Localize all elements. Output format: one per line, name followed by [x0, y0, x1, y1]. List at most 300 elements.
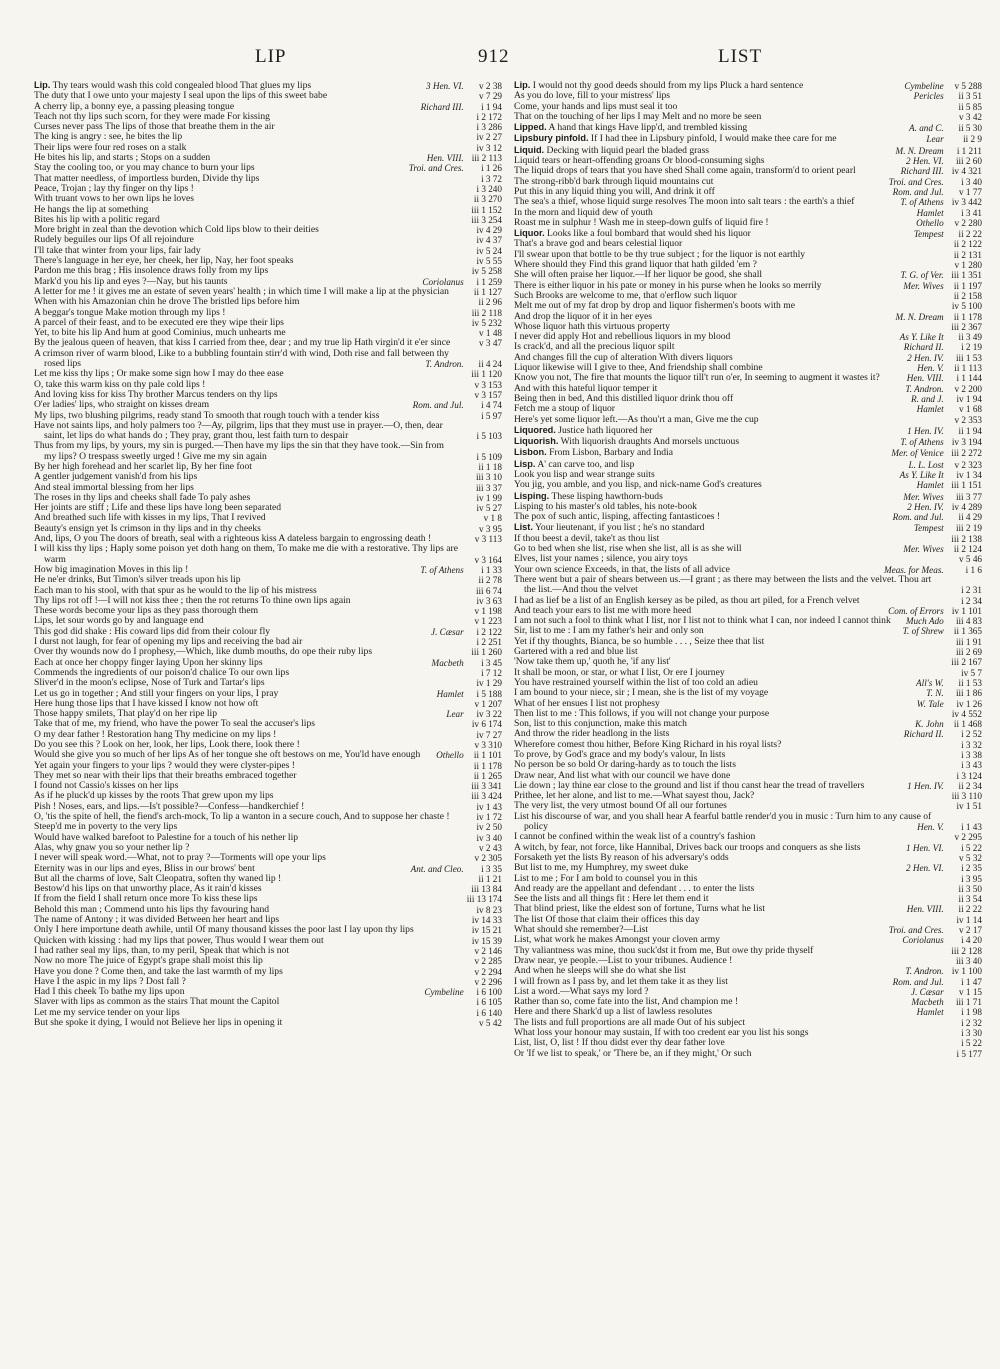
entry-quotation: Sliver'd in the moon's eclipse, Nose of Turk and Tartar's lips: [34, 677, 265, 689]
play-title: Richard II.: [903, 729, 944, 740]
entry-reference: [431, 627, 502, 637]
entry-reference: [896, 312, 982, 322]
entry-reference: [466, 328, 502, 338]
entry-reference: [946, 801, 982, 811]
act-scene-line: i 4 74: [481, 400, 502, 411]
entry-reference: [413, 400, 502, 410]
entry-quotation: With liquorish draughts And morsels unctuous: [560, 436, 740, 448]
entry-quotation: I'll swear upon that bottle to be thy true subject ; for the liquor is not earthly: [514, 248, 806, 260]
act-scene-line: ii 1 101: [473, 750, 502, 761]
entry-reference: [903, 544, 982, 554]
act-scene-line: i 3 41: [961, 207, 982, 218]
act-scene-line: i 2 32: [961, 1017, 982, 1028]
act-scene-line: iv 1 94: [956, 393, 982, 404]
entry-reference: [907, 502, 982, 512]
act-scene-line: iii 2 167: [951, 657, 982, 668]
act-scene-line: ii 1 94: [958, 425, 982, 436]
entry-reference: [466, 297, 502, 307]
play-title: Hamlet: [916, 404, 944, 415]
act-scene-line: i 5 109: [476, 451, 502, 462]
entry-reference: [466, 143, 502, 153]
play-title: All's W.: [916, 677, 944, 688]
entry-quotation: No person be so bold Or daring-hardy as to touch the lists: [514, 759, 736, 771]
act-scene-line: iii 1 152: [471, 204, 502, 215]
entry-quotation: A gentler judgement vanish'd from his lips: [34, 471, 198, 483]
entry-reference: [906, 616, 982, 626]
act-scene-line: ii 1 265: [473, 770, 502, 781]
act-scene-line: iii 3 424: [471, 791, 502, 802]
entry-quotation: Curses never pass The lips of those that breathe them in the air: [34, 121, 275, 133]
entry-quotation: What of her ensues I list not prophesy: [514, 697, 660, 709]
entry-reference: [917, 480, 982, 490]
entry-quotation: The list Of those that claim their offices this day: [514, 913, 700, 925]
play-title: Pericles: [913, 91, 944, 102]
entry-reference: [466, 894, 502, 904]
act-scene-line: ii 2 22: [958, 229, 982, 240]
entry-quotation: Fetch me a stoup of liquor: [514, 403, 615, 415]
entry-quotation: Looks like a foul bombard that would shed his liquor: [547, 228, 751, 240]
entry-quotation: I durst not laugh, for fear of opening my lips and receiving the bad air: [34, 636, 303, 648]
act-scene-line: i 3 95: [961, 873, 982, 884]
entry-reference: [946, 1038, 982, 1048]
act-scene-line: i 7 12: [481, 667, 502, 678]
act-scene-line: iii 1 53: [955, 352, 982, 363]
entry-headword: Lipped.: [514, 122, 547, 133]
act-scene-line: iii 1 86: [955, 688, 982, 699]
entry-quotation: With truant vows to her own lips he loves: [34, 193, 195, 205]
act-scene-line: v 2 295: [954, 832, 982, 843]
entry-quotation: Let me my service tender on your lips: [34, 1006, 180, 1018]
entry-reference: [466, 318, 502, 328]
entry-quotation: Lie down ; lay thine ear close to the ground and list if thou canst hear the tread of travellers: [514, 779, 865, 791]
entry-quotation: A crimson river of warm blood, Like to a bubbling fountain stirr'd with wind, Doth rise and fall between thy rosed lips: [34, 347, 449, 370]
act-scene-line: iv 1 14: [956, 914, 982, 925]
act-scene-line: i 3 43: [961, 760, 982, 771]
entry-reference: [946, 647, 982, 657]
act-scene-line: i 2 251: [476, 637, 502, 648]
play-title: 1 Hen. IV.: [907, 780, 944, 791]
entry-reference: [466, 699, 502, 709]
entry-reference: [914, 91, 982, 101]
entry-reference: [437, 689, 502, 699]
act-scene-line: iv 1 72: [476, 812, 502, 823]
concordance-entry: [514, 122, 982, 133]
entry-quotation: Such Brooks are welcome to me, that o'erflow such liquor: [514, 289, 737, 301]
entry-reference: [889, 177, 982, 187]
act-scene-line: i 5 103: [476, 431, 502, 442]
act-scene-line: v 2 305: [474, 853, 502, 864]
entry-quotation: The very list, the very utmost bound Of all our fortunes: [514, 800, 727, 812]
entry-reference: [904, 729, 982, 739]
entry-reference: [917, 404, 982, 414]
entry-reference: [893, 512, 982, 522]
entry-reference: [466, 431, 502, 441]
entry-quotation: They met so near with their lips that their breaths embraced together: [34, 769, 297, 781]
concordance-entry: [514, 425, 982, 436]
entry-quotation: And changes fill the cup of alteration With divers liquors: [514, 351, 733, 363]
entry-quotation: Beauty's ensign yet Is crimson in thy lips and in thy cheeks: [34, 522, 261, 534]
entry-reference: [946, 832, 982, 842]
play-title: 2 Hen. VI.: [905, 156, 944, 167]
concordance-entry: [514, 575, 982, 596]
entry-reference: [903, 626, 982, 636]
concordance-entry: [514, 812, 982, 833]
entry-reference: [466, 956, 502, 966]
act-scene-line: i 5 22: [961, 1038, 982, 1049]
act-scene-line: v 3 47: [479, 338, 502, 349]
entry-reference: [946, 771, 982, 781]
entry-reference: [905, 384, 982, 394]
entry-reference: [466, 925, 502, 935]
entry-reference: [466, 977, 502, 987]
act-scene-line: iv 4 29: [476, 225, 502, 236]
entry-reference: [946, 1018, 982, 1028]
entry-text: [514, 1049, 938, 1059]
entry-quotation: Pish ! Noses, ears, and lips.—Is't possible?—Confess—handkerchief !: [34, 800, 305, 812]
entry-reference: [466, 1008, 502, 1018]
entry-quotation: Here hung those lips that I have kissed I know not how oft: [34, 697, 259, 709]
entry-quotation: The roses in thy lips and cheeks shall fade To paly ashes: [34, 491, 251, 503]
entry-reference: [466, 534, 502, 544]
entry-quotation: That matter needless, of importless burden, Divide thy lips: [34, 172, 260, 184]
act-scene-line: iii 1 120: [471, 369, 502, 380]
entry-quotation: The liquid drops of tears that you have shed Shall come again, transform'd to orient pearl: [514, 165, 856, 177]
act-scene-line: iii 2 69: [955, 647, 982, 658]
act-scene-line: i 1 33: [481, 564, 502, 575]
entry-reference: [466, 905, 502, 915]
entry-quotation: Son, list to this conjunction, make this match: [514, 718, 687, 730]
act-scene-line: v 3 153: [474, 379, 502, 390]
concordance-entry: [514, 480, 982, 490]
entry-reference: [946, 415, 982, 425]
entry-reference: [466, 575, 502, 585]
entry-reference: [466, 596, 502, 606]
entry-quotation: What loss your honour may sustain, If with too credent ear you list his songs: [514, 1027, 809, 1039]
act-scene-line: iv 4 37: [476, 235, 502, 246]
entry-reference: [946, 637, 982, 647]
entry-quotation: You jig, you amble, and you lisp, and nick-name God's creatures: [514, 479, 762, 491]
act-scene-line: iv 3 194: [951, 437, 982, 448]
act-scene-line: v 2 296: [474, 976, 502, 987]
entry-reference: [466, 205, 502, 215]
act-scene-line: v 3 113: [474, 534, 502, 545]
entry-reference: [903, 281, 982, 291]
act-scene-line: iv 5 24: [476, 245, 502, 256]
play-title: K. John: [915, 719, 944, 730]
entry-reference: [946, 884, 982, 894]
entry-reference: [946, 250, 982, 260]
act-scene-line: ii 2 158: [953, 290, 982, 301]
entry-quotation: O, take this warm kiss on thy pale cold lips !: [34, 378, 206, 390]
entry-reference: [946, 112, 982, 122]
act-scene-line: ii 2 131: [953, 249, 982, 260]
entry-reference: [904, 81, 982, 91]
entry-quotation: O my dear father ! Restoration hang Thy medicine on my lips !: [34, 728, 277, 740]
entry-reference: [915, 719, 982, 729]
entry-quotation: Pardon me this brag ; His insolence draws folly from my lips: [34, 265, 269, 277]
entry-quotation: Behold this man ; Commend unto his lips thy favouring hand: [34, 903, 270, 915]
entry-reference: [466, 874, 502, 884]
entry-reference: [946, 301, 982, 311]
entry-reference: [466, 967, 502, 977]
play-title: T. of Athens: [900, 197, 944, 208]
act-scene-line: ii 1 365: [953, 626, 982, 637]
act-scene-line: ii 2 122: [953, 239, 982, 250]
act-scene-line: ii 5 30: [958, 123, 982, 134]
entry-reference: [901, 166, 982, 176]
act-scene-line: v 1 15: [959, 986, 982, 997]
play-title: T. of Athens: [420, 564, 464, 575]
entry-reference: [466, 174, 502, 184]
entry-quotation: Come, your hands and lips must seal it too: [514, 100, 678, 112]
act-scene-line: ii 2 96: [478, 297, 502, 308]
entry-quotation: How big imagination Moves in this lip !: [34, 563, 189, 575]
concordance-entry: [34, 441, 502, 462]
entry-quotation: Liquid tears or heart-offending groans Or blood-consuming sighs: [514, 155, 765, 167]
entry-reference: [426, 81, 502, 91]
entry-quotation: My lips, two blushing pilgrims, ready stand To smooth that rough touch with a tender kiss: [34, 409, 380, 421]
entry-quotation: O'er ladies' lips, who straight on kisses dream: [34, 399, 210, 411]
entry-reference: [912, 997, 982, 1007]
entry-reference: [911, 987, 982, 997]
entry-reference: [908, 460, 982, 470]
act-scene-line: v 2 200: [954, 383, 982, 394]
entry-reference: [466, 472, 502, 482]
act-scene-line: ii 3 54: [958, 894, 982, 905]
act-scene-line: v 1 68: [959, 404, 982, 415]
concordance-entry: [514, 447, 982, 458]
entry-reference: [466, 524, 502, 534]
entry-quotation: Look you lisp and wear strange suits: [514, 468, 655, 480]
entry-quotation: If I had thee in Lipsbury pinfold, I would make thee care for me: [590, 133, 837, 145]
entry-quotation: List his discourse of war, and you shall hear A fearful battle render'd you in music : Turn him to any cause of policy: [514, 810, 932, 833]
act-scene-line: iv 4 321: [951, 166, 982, 177]
entry-reference: [946, 956, 982, 966]
entry-quotation: I'll take that winter from your lips, fair lady: [34, 244, 201, 256]
act-scene-line: i 6 140: [476, 1007, 502, 1018]
entry-quotation: There is either liquor in his pate or money in his purse when he looks so merrily: [514, 279, 822, 291]
right-column: [514, 80, 982, 1350]
entry-reference: [466, 452, 502, 462]
entry-reference: [466, 946, 502, 956]
entry-quotation: Stay the cooling too, or you may chance to burn your lips: [34, 162, 255, 174]
entry-quotation: Justice hath liquored her: [558, 424, 653, 436]
act-scene-line: iv 8 23: [476, 904, 502, 915]
act-scene-line: ii 2 9: [963, 134, 982, 145]
play-title: T. G. of Ver.: [900, 270, 944, 281]
entry-reference: [466, 555, 502, 565]
act-scene-line: v 2 294: [474, 966, 502, 977]
entry-reference: [466, 812, 502, 822]
play-title: R. and J.: [911, 393, 944, 404]
entry-quotation: Forsaketh yet the lists By reason of his adversary's odds: [514, 851, 729, 863]
act-scene-line: ii 1 113: [954, 363, 982, 374]
concordance-entry: [514, 133, 982, 144]
entry-quotation: The king is angry : see, he bites the lip: [34, 131, 183, 143]
entry-reference: [466, 616, 502, 626]
entry-quotation: List to me ; For I am bold to counsel you in this: [514, 872, 698, 884]
entry-reference: [906, 863, 982, 873]
act-scene-line: v 1 198: [474, 606, 502, 617]
entry-quotation: Here's yet some liquor left.—As thou'rt a man, Give me the cup: [514, 413, 759, 425]
entry-quotation: By her high forehead and her scarlet lip, By her fine foot: [34, 460, 252, 472]
act-scene-line: ii 4 29: [958, 512, 982, 523]
play-title: A. and C.: [908, 123, 944, 134]
act-scene-line: iv 2 27: [476, 132, 502, 143]
act-scene-line: iii 6 74: [475, 585, 502, 596]
entry-quotation: But all the charms of love, Salt Cleopatra, soften thy waned lip !: [34, 872, 282, 884]
entry-quotation: Rudely beguiles our lips Of all rejoindure: [34, 234, 194, 246]
entry-reference: [946, 946, 982, 956]
act-scene-line: iii 4 83: [955, 616, 982, 627]
play-title: 1 Hen. VI.: [905, 842, 944, 853]
act-scene-line: i 2 122: [476, 626, 502, 637]
entry-quotation: She will often praise her liquor.—If her liquor be good, she shall: [514, 269, 763, 281]
act-scene-line: iv 1 101: [951, 605, 982, 616]
entry-reference: [411, 864, 502, 874]
play-title: Cymbeline: [424, 987, 464, 998]
act-scene-line: ii 1 178: [953, 311, 982, 322]
entry-reference: [427, 153, 502, 163]
entry-reference: [466, 740, 502, 750]
act-scene-line: v 1 223: [474, 616, 502, 627]
entry-reference: [946, 596, 982, 606]
entry-quotation: I found not Cassio's kisses on her lips: [34, 780, 179, 792]
entry-quotation: Over thy wounds now do I prophesy,—Which, like dumb mouths, do ope their ruby lips: [34, 646, 373, 658]
entry-reference: [466, 915, 502, 925]
entry-quotation: Teach not thy lips such scorn, for they were made For kissing: [34, 110, 270, 122]
entry-reference: [424, 987, 502, 997]
play-title: Rom. and Jul.: [892, 512, 944, 523]
entry-quotation: Your own science Exceeds, in that, the lists of all advice: [514, 563, 730, 575]
entry-quotation: And loving kiss for kiss Thy brother Marcus tenders on thy lips: [34, 388, 278, 400]
entry-quotation: Liquor likewise will I give to thee, And friendship shall combine: [514, 362, 763, 374]
entry-headword: Lip.: [34, 80, 51, 90]
entry-reference: [466, 132, 502, 142]
act-scene-line: iv 7 27: [476, 729, 502, 740]
act-scene-line: iii 13 174: [466, 894, 502, 905]
play-title: T. Andron.: [905, 383, 944, 394]
entry-reference: [466, 647, 502, 657]
entry-text: [514, 218, 938, 228]
entry-reference: [421, 102, 502, 112]
play-title: M. N. Dream: [895, 145, 944, 156]
play-title: Troi. and Cres.: [888, 176, 944, 187]
act-scene-line: iv 1 99: [476, 492, 502, 503]
entry-reference: [466, 997, 502, 1007]
play-title: T. of Shrew: [902, 626, 944, 637]
play-title: J. Cæsar: [911, 986, 944, 997]
entry-reference: [917, 699, 982, 709]
act-scene-line: iii 3 40: [955, 955, 982, 966]
entry-quotation: A witch, by fear, not force, like Hannibal, Drives back our troops and conquers as she lists: [514, 841, 861, 853]
entry-headword: Lisbon.: [514, 447, 547, 458]
entry-quotation: I had as lief be a list of an English kersey as be piled, as thou art piled, for a French velvet: [514, 594, 860, 606]
entry-quotation: Let me kiss thy lips ; Or make some sign how I may do thee ease: [34, 368, 284, 380]
entry-reference: [906, 156, 982, 166]
act-scene-line: i 2 172: [476, 111, 502, 122]
act-scene-line: iv 4 552: [951, 708, 982, 719]
act-scene-line: ii 3 51: [958, 91, 982, 102]
act-scene-line: v 5 42: [479, 1018, 502, 1029]
act-scene-line: v 3 310: [474, 740, 502, 750]
entry-reference: [466, 235, 502, 245]
play-title: L. L. Lost: [908, 459, 944, 470]
act-scene-line: ii 2 78: [478, 575, 502, 586]
entry-reference: [946, 1049, 982, 1059]
act-scene-line: v 1 207: [474, 698, 502, 709]
entry-quotation: Each man to his stool, with that spur as he would to the lip of his mistress: [34, 584, 317, 596]
act-scene-line: i 6 105: [476, 997, 502, 1008]
act-scene-line: i 1 47: [961, 976, 982, 987]
entry-quotation: And when he sleeps will she do what she list: [514, 965, 686, 977]
act-scene-line: iii 2 113: [471, 153, 502, 164]
concordance-entry: [34, 349, 502, 370]
play-title: As Y. Like It: [899, 332, 944, 343]
entry-quotation: I will frown as I pass by, and let them take it as they list: [514, 975, 728, 987]
play-title: Meas. for Meas.: [883, 564, 944, 575]
entry-quotation: Thy tears would wash this cold congealed blood That glues my lips: [52, 80, 312, 91]
entry-quotation: There's language in her eye, her cheek, her lip, Nay, her foot speaks: [34, 255, 294, 267]
entry-headword: Liquored.: [514, 424, 556, 435]
act-scene-line: i 3 240: [476, 183, 502, 194]
entry-reference: [893, 977, 982, 987]
entry-reference: [946, 740, 982, 750]
entry-reference: [409, 163, 502, 173]
entry-reference: [902, 935, 982, 945]
entry-quotation: 'Now take them up,' quoth he, 'if any list': [514, 656, 671, 668]
act-scene-line: v 2 353: [954, 414, 982, 425]
entry-quotation: He ne'er drinks, But Timon's silver treads upon his lip: [34, 574, 241, 586]
play-title: Rom. and Jul.: [412, 400, 464, 411]
act-scene-line: i 6 100: [476, 987, 502, 998]
play-title: Richard II.: [903, 342, 944, 353]
act-scene-line: v 2 38: [479, 81, 502, 91]
entry-reference: [905, 966, 982, 976]
entry-reference: [466, 122, 502, 132]
act-scene-line: ii 3 50: [958, 883, 982, 894]
play-title: Richard III.: [420, 101, 464, 112]
play-title: Mer. Wives: [903, 491, 944, 502]
play-title: Mer. of Venice: [891, 448, 944, 459]
entry-reference: [466, 853, 502, 863]
play-title: Mer. Wives: [903, 280, 944, 291]
entry-reference: [466, 112, 502, 122]
entry-quotation: Steep'd me in poverty to the very lips: [34, 821, 178, 833]
concordance-entry: [34, 544, 502, 565]
entry-quotation: Would have walked barefoot to Palestine for a touch of his nether lip: [34, 831, 299, 843]
entry-quotation: A cherry lip, a bonny eye, a passing pleasing tongue: [34, 100, 235, 112]
entry-quotation: See the lists and all things fit : Here let them end it: [514, 893, 709, 905]
act-scene-line: iii 2 272: [951, 448, 982, 459]
play-title: Othello: [916, 217, 944, 228]
act-scene-line: i 3 286: [476, 122, 502, 133]
act-scene-line: i 5 177: [956, 1048, 982, 1059]
act-scene-line: iv 1 43: [476, 801, 502, 812]
act-scene-line: iv 5 7: [961, 667, 982, 678]
entry-reference: [946, 260, 982, 270]
entry-reference: [907, 426, 982, 436]
play-title: Richard III.: [900, 166, 944, 177]
entry-reference: [466, 225, 502, 235]
act-scene-line: iii 3 341: [471, 781, 502, 792]
act-scene-line: v 1 48: [479, 328, 502, 339]
act-scene-line: iii 2 60: [955, 156, 982, 167]
entry-reference: [466, 884, 502, 894]
entry-quotation: The pox of such antic, lisping, affecting fantasticoes !: [514, 511, 721, 523]
act-scene-line: v 3 42: [959, 111, 982, 122]
entry-reference: [917, 208, 982, 218]
